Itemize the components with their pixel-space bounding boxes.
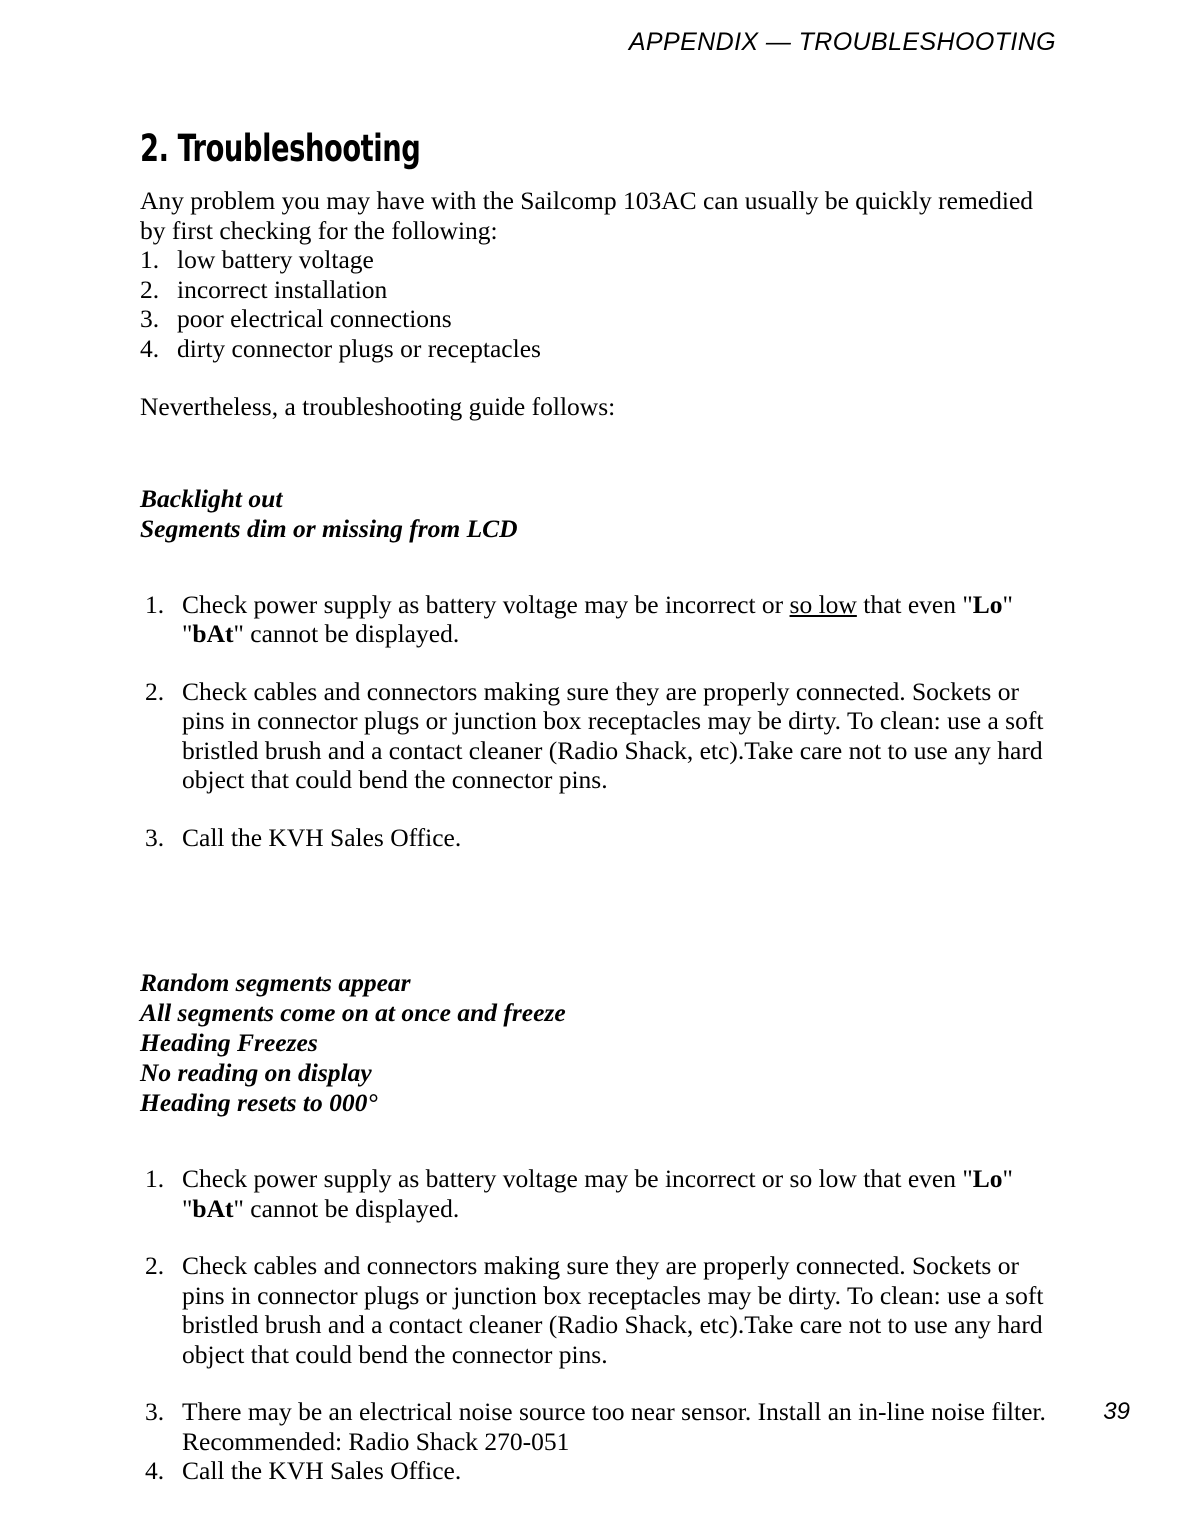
list-marker: 4.	[145, 1456, 165, 1485]
text-run: Check cables and connectors making sure they are properly connected. Sockets or pins in connector plugs or junction box receptacles may be dirty. To clean: use a soft bristled brush and a contact cleaner (Radio Shack, etc).Take care not to use any hard object that could bend the connector pins.	[182, 1251, 1044, 1369]
spacer	[140, 544, 1058, 590]
list-item	[140, 304, 1058, 334]
text-run: Check cables and connectors making sure they are properly connected. Sockets or pins in connector plugs or junction box receptacles may be dirty. To clean: use a soft bristled brush and a contact cleaner (Radio Shack, etc).Take care not to use any hard object that could bend the connector pins.	[182, 676, 1044, 794]
symptom-heading: All segments come on at once and freeze	[140, 998, 566, 1027]
list-marker: 4.	[140, 333, 160, 363]
list-item	[140, 334, 1058, 364]
page-number: 39	[1103, 1398, 1130, 1425]
text-run: There may be an electrical noise source too near sensor. Install an in-line noise filter. Recommended: Radio Shack 270-051	[182, 1397, 1046, 1456]
remedy-item	[145, 677, 1058, 795]
list-item-text: dirty connector plugs or receptacles	[177, 333, 541, 363]
remedy-item	[145, 1164, 1058, 1223]
running-header: APPENDIX — TROUBLESHOOTING	[628, 28, 1056, 56]
remedy-item-text	[182, 590, 1013, 649]
list-item-text: poor electrical connections	[177, 304, 452, 333]
troubleshooting-sections	[140, 422, 1058, 1486]
symptom-heading-group	[140, 968, 1058, 1118]
transition-paragraph: Nevertheless, a troubleshooting guide follows:	[140, 392, 616, 421]
list-marker: 3.	[145, 822, 165, 852]
remedy-list	[140, 590, 1058, 853]
list-marker: 2.	[145, 1251, 165, 1280]
spacer	[140, 422, 1058, 484]
symptom-heading-group	[140, 484, 1058, 544]
lcd-code-text: bAt	[192, 1193, 234, 1223]
remedy-item-text	[182, 677, 1043, 795]
remedy-item-text	[182, 1397, 1046, 1456]
symptom-heading: Heading resets to 000°	[140, 1088, 378, 1117]
page-title: 2. Troubleshooting	[140, 127, 421, 170]
text-run: Call the KVH Sales Office.	[182, 1456, 462, 1485]
lcd-code-text: Lo	[972, 1164, 1003, 1193]
list-marker: 3.	[140, 304, 160, 333]
spacer	[140, 880, 1058, 968]
spacer	[140, 1118, 1058, 1164]
intro-paragraph: Any problem you may have with the Sailcomp 103AC can usually be quickly remedied by first checking for the following:	[140, 186, 1034, 245]
symptom-heading: Segments dim or missing from LCD	[140, 513, 518, 543]
remedy-item-text	[182, 1251, 1043, 1369]
list-marker: 1.	[140, 245, 160, 274]
remedy-item	[145, 590, 1058, 649]
text-run: " cannot be displayed.	[233, 1193, 460, 1223]
remedy-item-text	[182, 1164, 1013, 1223]
remedy-item	[145, 823, 1058, 853]
list-item-text: incorrect installation	[177, 274, 388, 304]
list-item-text: low battery voltage	[177, 245, 374, 274]
lcd-code-text: Lo	[972, 589, 1003, 619]
text-run: Check power supply as battery voltage may be incorrect or so low that even "	[182, 1164, 973, 1193]
symptom-heading: Random segments appear	[140, 968, 411, 997]
symptom-heading: No reading on display	[140, 1058, 372, 1087]
list-marker: 3.	[145, 1397, 165, 1426]
list-item	[140, 275, 1058, 305]
underlined-emphasis: so low	[789, 589, 857, 619]
remedy-item	[145, 1456, 1058, 1486]
spacer	[140, 363, 1058, 392]
list-marker: 1.	[145, 1164, 165, 1193]
remedy-item	[145, 1397, 1058, 1456]
text-run: " "	[182, 1164, 1013, 1223]
lcd-code-text: bAt	[192, 619, 234, 648]
list-item	[140, 245, 1058, 275]
text-run: " cannot be displayed.	[233, 619, 460, 648]
remedy-item-text	[182, 1456, 461, 1485]
text-run: Check power supply as battery voltage may be incorrect or	[182, 589, 790, 619]
text-run: that even "	[856, 589, 973, 619]
text-run: Call the KVH Sales Office.	[182, 822, 462, 852]
remedy-item-text	[182, 823, 461, 852]
list-marker: 1.	[145, 589, 165, 619]
page-content	[140, 128, 1058, 1514]
list-marker: 2.	[145, 676, 165, 706]
symptom-heading: Backlight out	[140, 483, 283, 513]
symptom-heading: Heading Freezes	[140, 1028, 318, 1057]
remedy-list	[140, 1164, 1058, 1486]
text-run: " "	[182, 589, 1013, 648]
preliminary-checklist	[140, 245, 1058, 363]
remedy-item	[145, 1251, 1058, 1369]
list-marker: 2.	[140, 274, 160, 304]
